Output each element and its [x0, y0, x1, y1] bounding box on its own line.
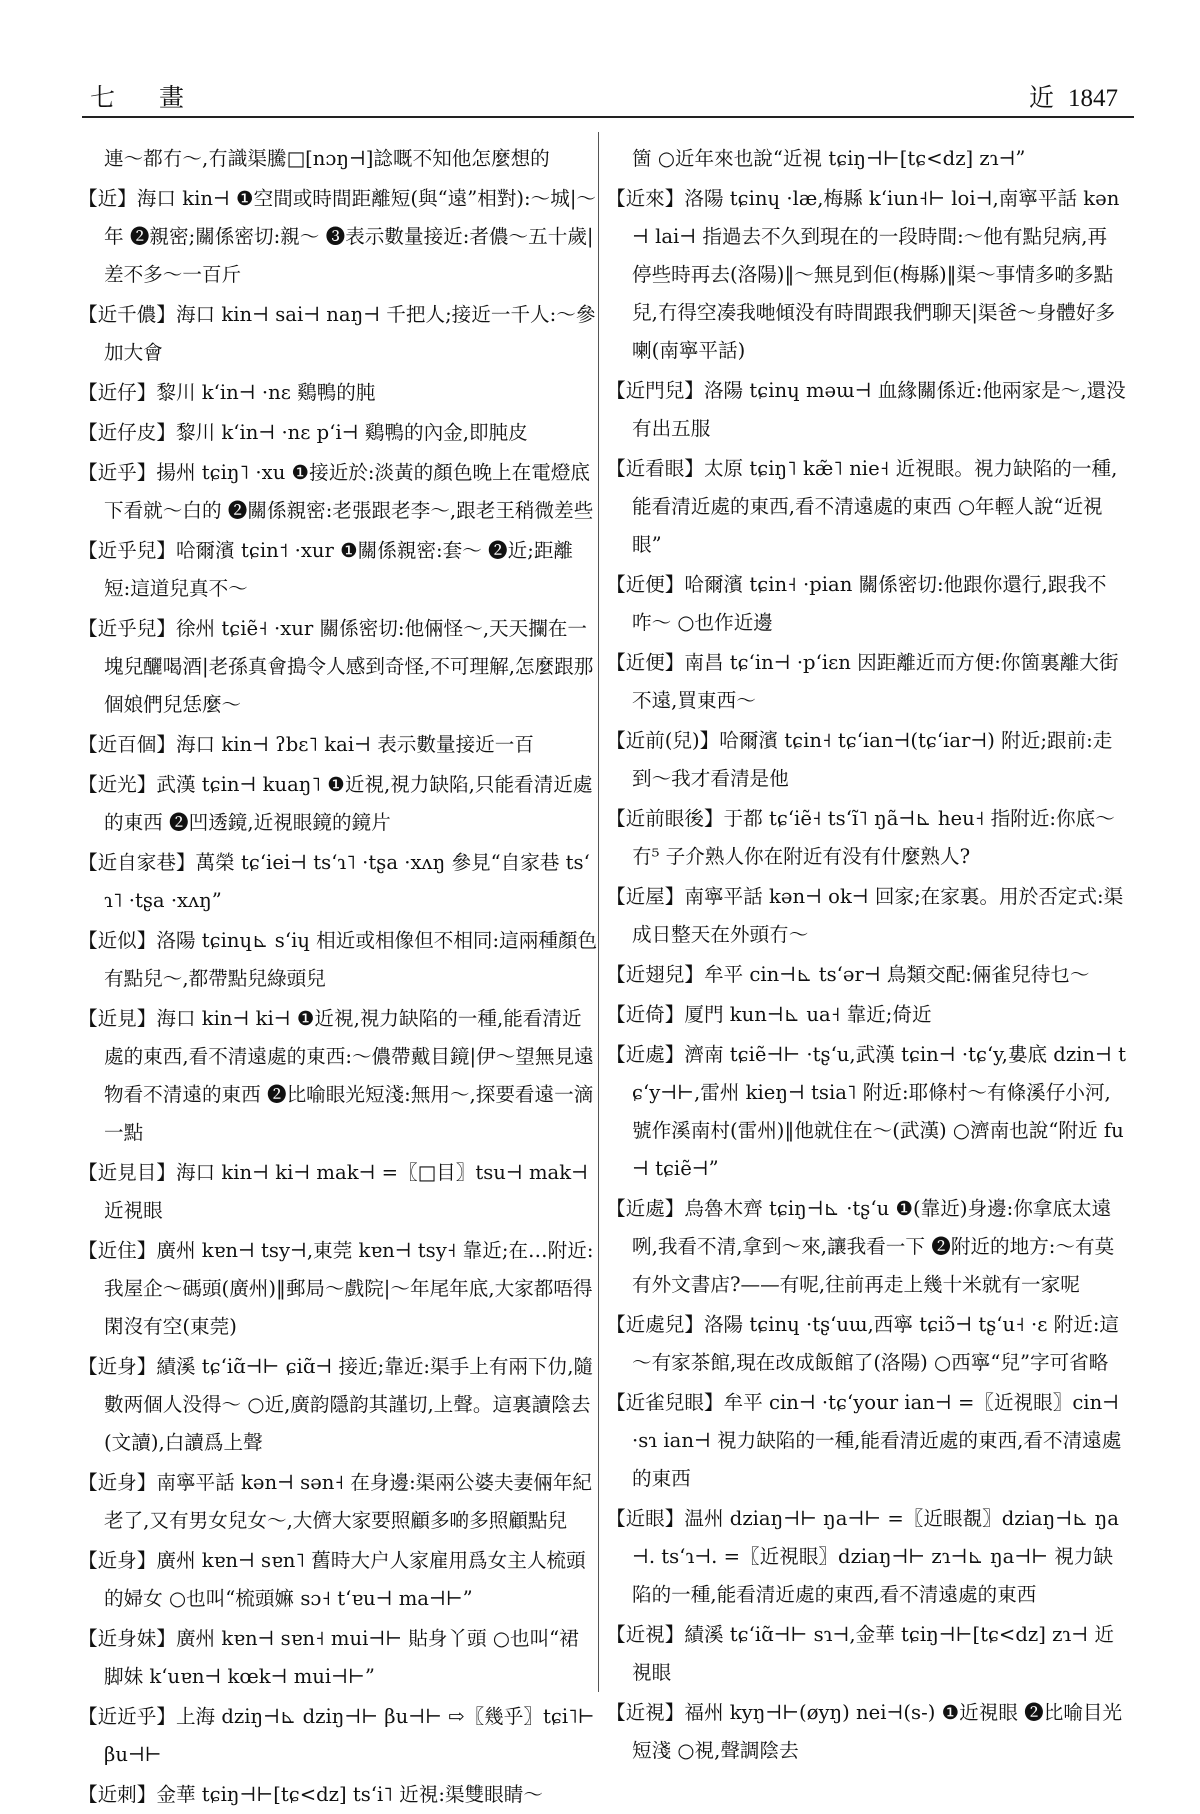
dictionary-entry: 【近自家巷】萬榮 tɕʻiei⊣ tsʻɿ˥ ·tʂa ·xʌŋ 參見“自家巷 tsʻɿ˥ ·tʂa ·xʌŋ”: [78, 851, 590, 912]
dictionary-entry: 【近似】洛陽 tɕinɥ⊾ sʻiɥ 相近或相像但不相同:這兩種顏色有點兒～,都帶點兒綠頭兒: [78, 929, 598, 990]
dictionary-entry: 【近住】廣州 kɐn⊣ tsy⊣,東莞 kɐn⊣ tsy˧ 靠近;在…附近:我屋企～碼頭(廣州)‖郵局～戲院|～年尾年底,大家都唔得閑沒有空(東莞): [78, 1239, 594, 1338]
dictionary-entry: 【近仔】黎川 kʻin⊣ ·nɛ 鷄鴨的肫: [78, 381, 376, 404]
dictionary-entry: 【近雀兒眼】牟平 cin⊣ ·tɕʻyour ian⊣ =〖近視眼〗cin⊣ ·sɿ ian⊣ 視力缺陷的一種,能看清近處的東西,看不清遠處的東西: [606, 1391, 1122, 1490]
running-head: [1029, 78, 1118, 114]
page-number: 1847: [1068, 85, 1118, 112]
dictionary-entry: 【近倚】厦門 kun⊣⊾ ua˧ 靠近;倚近: [606, 1003, 932, 1026]
dictionary-entry: 【近處】濟南 tɕiẽ⊣⊢ ·tʂʻu,武漢 tɕin⊣ ·tɕʻy,婁底 dzin⊣ tɕʻy⊣⊢,雷州 kieŋ⊣ tsia˥ 附近:耶條村～有條溪仔小河,號作溪南村(雷州)‖他就住在～(武漢) ○濟南也說“附近 fu⊣ tɕiẽ⊣”: [606, 1043, 1126, 1180]
dictionary-entry: 【近視】福州 kyŋ⊣⊢(øyŋ) nei⊣(s-) ❶近視眼 ❷比喻目光短淺 ○視,聲調陰去: [606, 1701, 1123, 1762]
page-header: [82, 76, 1134, 118]
dictionary-entry: 【近翅兒】牟平 cin⊣⊾ tsʻər⊣ 鳥類交配:倆雀兒待乜～: [606, 963, 1090, 986]
dictionary-entry: 【近見目】海口 kin⊣ ki⊣ mak⊣ =〖□目〗tsu⊣ mak⊣ 近視眼: [78, 1161, 588, 1222]
dictionary-entry: 【近處兒】洛陽 tɕinɥ ·tʂʻuɯ,西寧 tɕiɔ̃⊣ tʂʻu˧ ·ɛ 附近:這～有家茶館,現在改成飯館了(洛陽) ○西寧“兒”字可省略: [606, 1313, 1120, 1374]
dictionary-entry: 【近前(兒)】哈爾濱 tɕin˧ tɕʻian⊣(tɕʻiar⊣) 附近;跟前:走到～我才看清是他: [606, 729, 1113, 790]
dictionary-entry: 【近門兒】洛陽 tɕinɥ məɯ⊣ 血緣關係近:他兩家是～,還没有出五服: [606, 379, 1126, 440]
dictionary-entry: 【近便】哈爾濱 tɕin˧ ·pian 關係密切:他跟你還行,跟我不咋～ ○也作近邊: [606, 573, 1107, 634]
right-column: [606, 140, 1126, 1762]
dictionary-entry: 【近見】海口 kin⊣ ki⊣ ❶近視,視力缺陷的一種,能看清近處的東西,看不清遠處的東西:～儂帶戴目鏡|伊～望無見遠物看不清遠的東西 ❷比喻眼光短淺:無用～,探要看遠一滴一點: [78, 1007, 594, 1144]
dictionary-entry: 【近乎兒】徐州 tɕiẽ˧ ·xur 關係密切:他倆怪～,天天攔在一塊兒釃喝酒|老孫真會搗令人感到奇怪,不可理解,怎麼跟那個娘們兒恁麼～: [78, 617, 594, 716]
dictionary-entry: 【近乎】揚州 tɕiŋ˥ ·xu ❶接近於:淡黃的顏色晚上在電燈底下看就～白的 ❷關係親密:老張跟老李～,跟老王稍微差些: [78, 461, 594, 522]
left-column: [78, 140, 598, 1806]
dictionary-entry: 【近身】廣州 kɐn⊣ sɐn˥ 舊時大户人家雇用爲女主人梳頭的婦女 ○也叫“梳頭嫲 sɔ˧ tʻɐu⊣ ma⊣⊢”: [78, 1549, 586, 1610]
dictionary-entry: 【近視】績溪 tɕʻiɑ̃⊣⊢ sɿ⊣,金華 tɕiŋ⊣⊢[tɕ<dz] zɿ⊣ 近視眼: [606, 1623, 1114, 1684]
dictionary-entry: 【近仔皮】黎川 kʻin⊣ ·nɛ pʻi⊣ 鷄鴨的內金,即肫皮: [78, 421, 528, 444]
column-divider: [598, 132, 599, 1692]
dictionary-entry: 【近屋】南寧平話 kən⊣ ok⊣ 回家;在家裏。用於否定式:渠成日整天在外頭冇～: [606, 885, 1124, 946]
dictionary-entry: 【近百個】海口 kin⊣ ʔbɛ˥ kai⊣ 表示數量接近一百: [78, 733, 534, 756]
dictionary-entry: 【近乎兒】哈爾濱 tɕin˦ ·xur ❶關係親密:套～ ❷近;距離短:這道兒真不～: [78, 539, 574, 600]
dictionary-entry: 【近身】南寧平話 kən⊣ sən˧ 在身邊:渠兩公婆夫妻倆年紀老了,又有男女兒女～,大儕大家要照顧多啲多照顧點兒: [78, 1471, 593, 1532]
dictionary-entry: 【近處】烏魯木齊 tɕiŋ⊣⊾ ·tʂʻu ❶(靠近)身邊:你拿底太遠咧,我看不清,拿到～來,讓我看一下 ❷附近的地方:～有莫有外文書店?——有呢,往前再走上幾十米就有一家呢: [606, 1197, 1115, 1296]
dictionary-entry: 【近眼】温州 dziaŋ⊣⊢ ŋa⊣⊢ =〖近眼覩〗dziaŋ⊣⊾ ŋa⊣. tsʻɿ⊣. =〖近視眼〗dziaŋ⊣⊢ zɿ⊣⊾ ŋa⊣⊢ 視力缺陷的一種,能看清近處的東西,看不清遠處的東西: [606, 1507, 1119, 1606]
dictionary-entry: 【近身妹】廣州 kɐn⊣ sɐn˧ mui⊣⊢ 貼身丫頭 ○也叫“裙脚妹 kʻuɐn⊣ kœk⊣ mui⊣⊢”: [78, 1627, 579, 1688]
dictionary-entry: 【近身】績溪 tɕʻiɑ̃⊣⊢ ɕiɑ̃⊣ 接近;靠近:渠手上有兩下仂,隨數两個人没得～ ○近,廣韵隱韵其謹切,上聲。這裏讀陰去(文讀),白讀爲上聲: [78, 1355, 594, 1454]
dictionary-entry: 箇 ○近年來也說“近視 tɕiŋ⊣⊢[tɕ<dz] zɿ⊣”: [632, 147, 1026, 170]
section-title: 七 畫: [90, 83, 202, 112]
headword-char: 近: [1028, 83, 1054, 112]
dictionary-entry: 【近千儂】海口 kin⊣ sai⊣ naŋ⊣ 千把人;接近一千人:～參加大會: [78, 303, 596, 364]
dictionary-entry: 【近】海口 kin⊣ ❶空間或時間距離短(與“遠”相對):～城|～年 ❷親密;關係密切:親～ ❸表示數量接近:者儂～五十歲|差不多～一百斤: [78, 187, 597, 286]
dictionary-entry: 【近來】洛陽 tɕinɥ ·læ,梅縣 kʻiun˧⊢ loi⊣,南寧平話 kən⊣ lai⊣ 指過去不久到現在的一段時間:～他有點兒病,再停些時再去(洛陽)‖～無見到佢(梅縣)‖渠～事情多啲多點兒,冇得空凑我哋傾没有時間跟我們聊天|渠爸～身體好多喇(南寧平話): [606, 187, 1120, 362]
dictionary-entry: 【近前眼後】于都 tɕʻiẽ˧ tsʻĩ˥ ŋã⊣⊾ heu˧ 指附近:你底～冇⁵ 子介熟人你在附近有没有什麼熟人?: [606, 807, 1115, 868]
dictionary-entry: 【近看眼】太原 tɕiŋ˥ kæ̃˥ nie˧ 近視眼。視力缺陷的一種,能看清近處的東西,看不清遠處的東西 ○年輕人說“近視眼”: [606, 457, 1118, 556]
dictionary-entry: 【近便】南昌 tɕʻin⊣ ·pʻiɛn 因距離近而方便:你箇裏離大街不遠,買東西～: [606, 651, 1119, 712]
dictionary-entry: 【近光】武漢 tɕin⊣ kuaŋ˥ ❶近視,視力缺陷,只能看清近處的東西 ❷凹透鏡,近視眼鏡的鏡片: [78, 773, 593, 834]
dictionary-entry: 【近近乎】上海 dziŋ⊣⊾ dziŋ⊣⊢ βu⊣⊢ ⇨〖幾乎〗tɕi˥⊢ βu⊣⊢: [78, 1705, 595, 1766]
dictionary-entry: 連～都冇～,冇識渠騰□[nɔŋ⊣]諗嘅不知他怎麼想的: [104, 147, 550, 170]
dictionary-entry: 【近刺】金華 tɕiŋ⊣⊢[tɕ<dz] tsʻi˥ 近視:渠雙眼睛～: [78, 1783, 543, 1806]
